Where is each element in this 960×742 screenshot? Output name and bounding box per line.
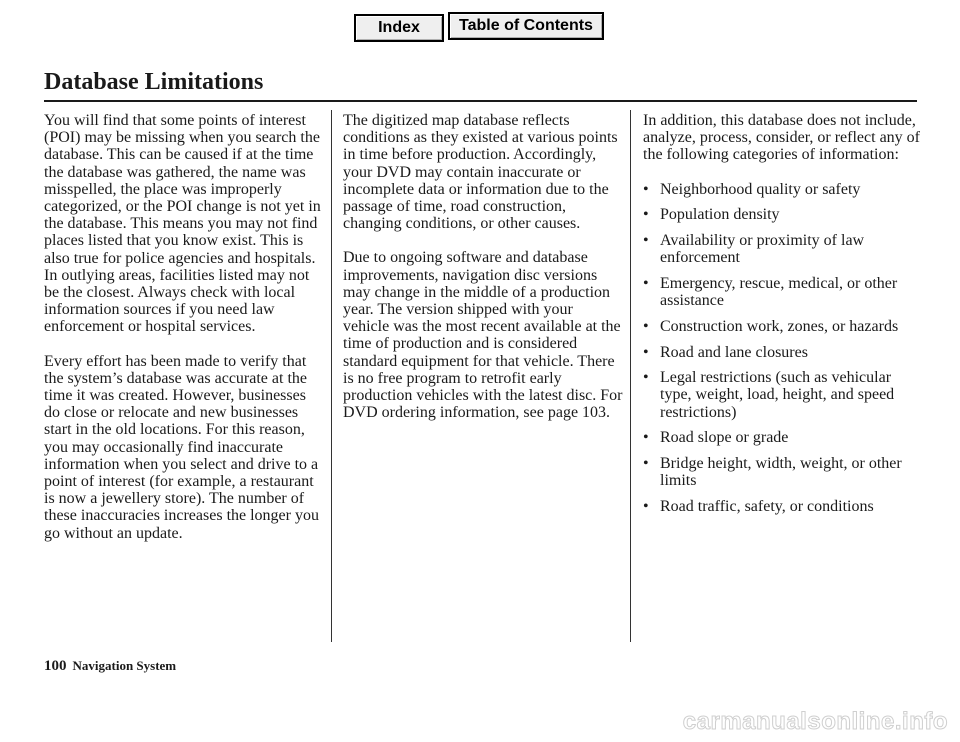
excluded-categories-list: [643, 181, 923, 516]
list-item-text: Availability or proximity of law enforcement: [660, 232, 865, 267]
page-title: Database Limitations: [44, 69, 264, 95]
paragraph-missing-poi: You will find that some points of interest (POI) may be missing when you search the database. This can be caused if at the time the database was gathered, the name was misspelled, the place was improperly categorized, or the POI change is not yet in the database. This means you may not find places listed that you know exist. This is also true for police agencies and hospitals. In outlying areas, facilities listed may not be the closest. Always check with local information sources if you need law enforcement or hospital services.: [44, 112, 321, 336]
list-item: [643, 369, 923, 421]
list-item: [643, 232, 923, 266]
list-item-text: Road traffic, safety, or conditions: [660, 497, 874, 515]
list-item: [643, 455, 923, 489]
bullet-glyph: •: [643, 429, 649, 447]
page-number: 100: [44, 658, 67, 674]
page-footer: [44, 657, 176, 675]
paragraph-digitized-map: The digitized map database reflects conditions as they existed at various points in time before production. Accordingly, your DVD may contain inaccurate or incomplete data or information due to the passage of time, road construction, changing conditions, or other causes.: [343, 112, 618, 233]
bullet-glyph: •: [643, 497, 649, 515]
list-item: [643, 344, 923, 361]
bullet-glyph: •: [643, 274, 649, 292]
bullet-glyph: •: [643, 232, 649, 250]
bullet-glyph: •: [643, 317, 649, 335]
table-of-contents-button[interactable]: Table of Contents: [448, 12, 604, 40]
list-item: [643, 318, 923, 335]
index-button[interactable]: Index: [354, 14, 444, 42]
list-item-text: Bridge height, width, weight, or other limits: [660, 455, 902, 490]
title-divider: [44, 100, 917, 102]
list-item: [643, 429, 923, 446]
list-item: [643, 181, 923, 198]
list-item-text: Construction work, zones, or hazards: [660, 317, 899, 335]
column-excluded-categories: [643, 112, 923, 524]
paragraph-inaccurate-info: Every effort has been made to verify that the system’s database was accurate at the time it was created. However, businesses do close or relocate and new businesses start in the old locations. For this reason, you may occasionally find inaccurate information when you select and drive to a point of interest (for example, a restaurant is now a jewellery store). The number of these inaccuracies increases the longer you go without an update.: [44, 352, 319, 542]
list-item: [643, 206, 923, 223]
list-item-text: Road and lane closures: [660, 343, 808, 361]
bullet-glyph: •: [643, 455, 649, 473]
section-name: Navigation System: [72, 658, 177, 673]
column-divider-left: [331, 110, 332, 642]
column-map-database: [343, 112, 623, 438]
bullet-glyph: •: [643, 206, 649, 224]
column-poi-accuracy: [44, 112, 324, 559]
list-item: [643, 498, 923, 515]
bullet-glyph: •: [643, 369, 649, 387]
list-item-text: Legal restrictions (such as vehicular type, weight, load, height, and speed restrictions): [660, 369, 895, 421]
list-item-text: Emergency, rescue, medical, or other assistance: [660, 274, 898, 310]
bullet-glyph: •: [643, 180, 649, 198]
paragraph-disc-versions: Due to ongoing software and database improvements, navigation disc versions may change in the middle of a production year. The version shipped with your vehicle was the most recent available at the time of production and is considered standard equipment for that vehicle. There is no free program to retrofit early production vehicles with the latest disc. For DVD ordering information, see page 103.: [343, 249, 623, 422]
list-item-text: Neighborhood quality or safety: [660, 180, 861, 198]
paragraph-categories-intro: In addition, this database does not include, analyze, process, consider, or reflect any of the following categories of information:: [643, 112, 921, 164]
list-item: [643, 275, 923, 309]
list-item-text: Population density: [660, 206, 780, 224]
column-divider-right: [630, 110, 631, 642]
watermark: carmanualsonline.info: [682, 708, 948, 735]
bullet-glyph: •: [643, 343, 649, 361]
list-item-text: Road slope or grade: [660, 429, 789, 447]
